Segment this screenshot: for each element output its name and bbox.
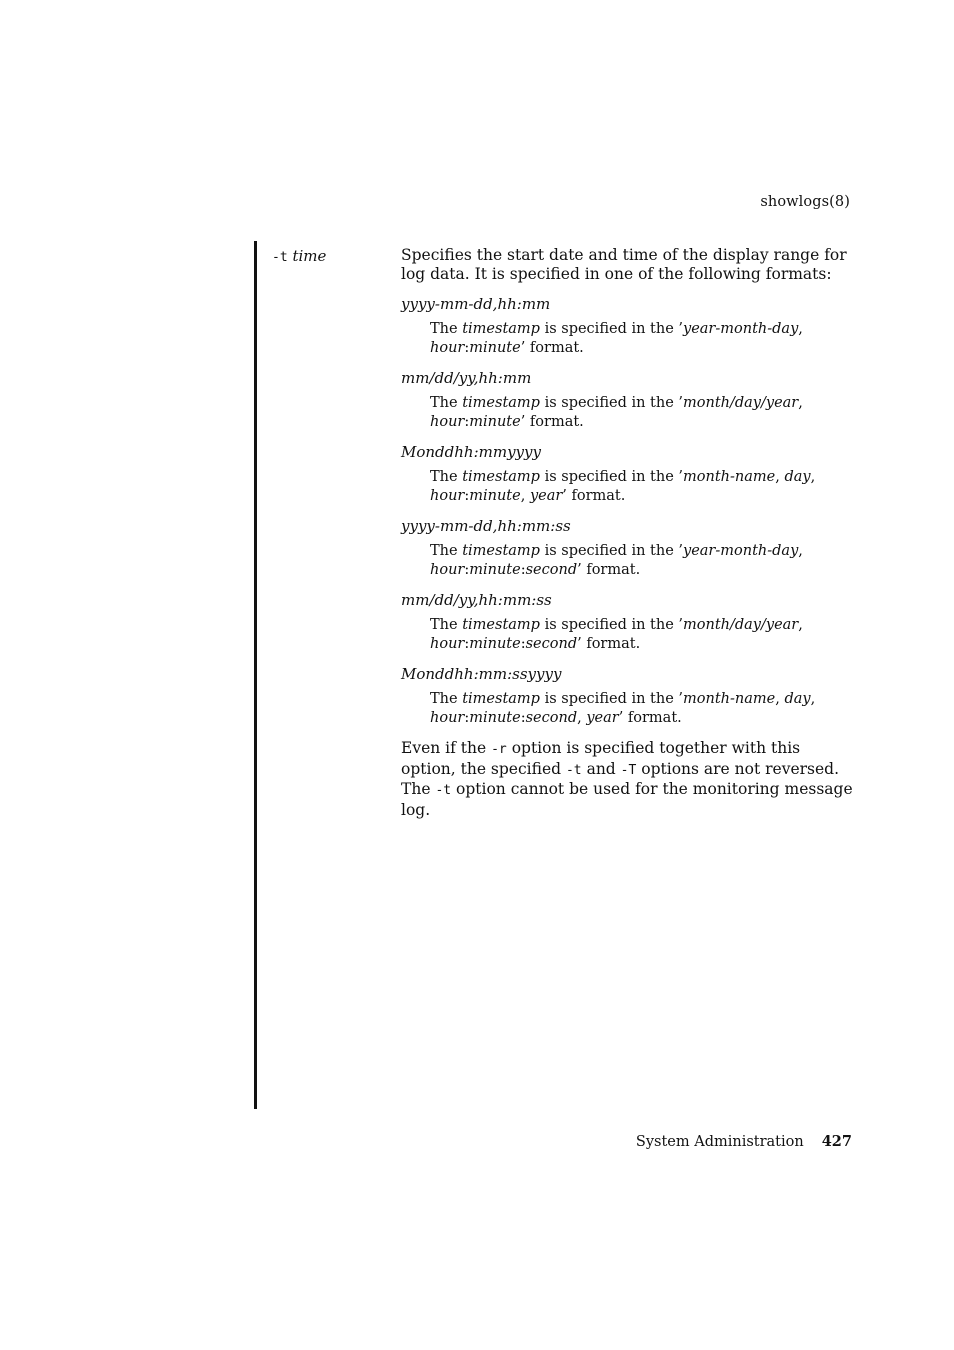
format-description: The timestamp is specified in the ’year-month-day, hour:minute’ format. (430, 321, 803, 356)
format-term: mm/dd/yy,hh:mm:ss (401, 591, 552, 609)
format-item (401, 517, 853, 579)
format-item (401, 443, 853, 505)
option-intro: Specifies the start date and time of the display range for log data. It is specified in one of the following formats: (401, 246, 847, 283)
footer-section-title: System Administration (635, 1134, 804, 1150)
page-footer (636, 1133, 852, 1150)
inline-code: -r (491, 742, 507, 757)
change-bar (254, 241, 257, 1109)
inline-code: -t (435, 783, 452, 798)
format-description: The timestamp is specified in the ’month-name, day, hour:minute:second, year’ format. (430, 691, 816, 726)
option-term (272, 247, 326, 267)
inline-code: -T (620, 762, 637, 778)
format-description: The timestamp is specified in the ’year-month-day, hour:minute:second’ format. (430, 543, 803, 578)
running-header: showlogs(8) (760, 194, 850, 210)
inline-code: -t (565, 762, 582, 778)
format-list (401, 295, 853, 727)
option-flag: -t (272, 250, 288, 265)
format-item (401, 665, 853, 727)
format-term: Monddhh:mm:ssyyyy (401, 665, 562, 683)
format-term: yyyy-mm-dd,hh:mm (401, 295, 551, 313)
note-paragraph: Even if the -r option is specified together with this option, the specified -t and -T options are not reversed. The -t option cannot be used for the monitoring message log. (401, 739, 853, 819)
format-item (401, 591, 853, 653)
format-item (401, 369, 853, 431)
option-description (401, 246, 853, 819)
page-number: 427 (821, 1133, 852, 1150)
option-argument: time (292, 247, 327, 265)
format-term: yyyy-mm-dd,hh:mm:ss (401, 517, 571, 535)
format-term: Monddhh:mmyyyy (401, 443, 541, 461)
format-term: mm/dd/yy,hh:mm (401, 369, 532, 387)
format-description: The timestamp is specified in the ’month/day/year, hour:minute:second’ format. (430, 617, 803, 652)
format-description: The timestamp is specified in the ’month/day/year, hour:minute’ format. (430, 395, 803, 430)
format-description: The timestamp is specified in the ’month-name, day, hour:minute, year’ format. (430, 469, 816, 504)
format-item (401, 295, 853, 357)
